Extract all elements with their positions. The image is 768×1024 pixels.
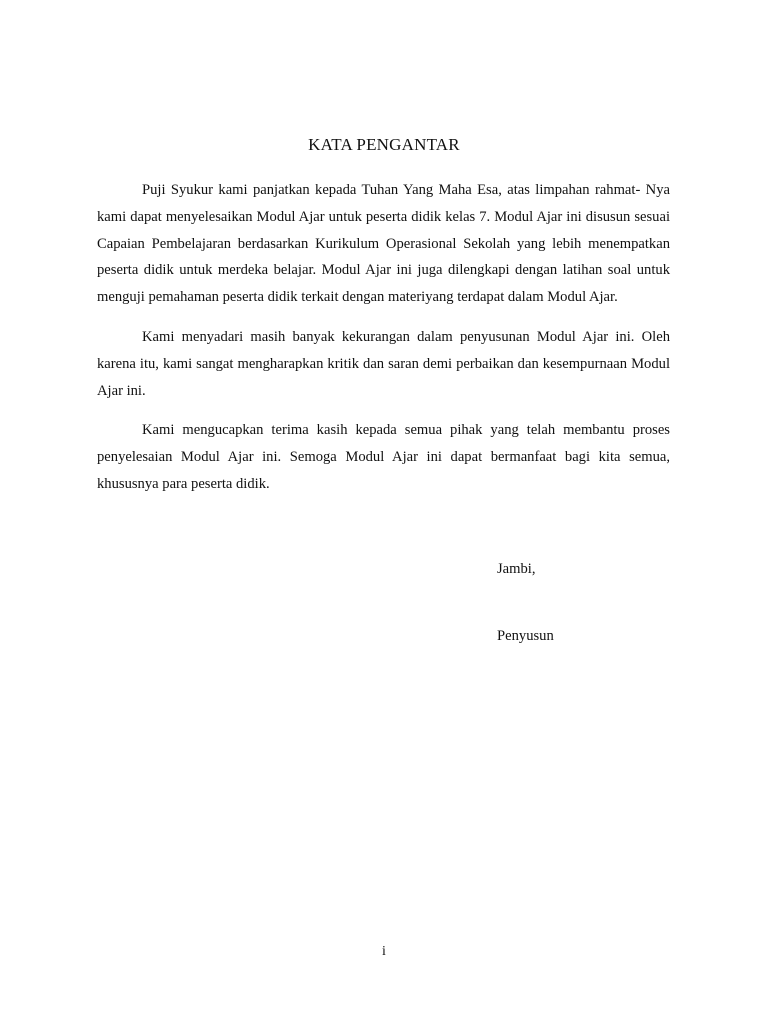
document-title: KATA PENGANTAR <box>308 135 460 154</box>
document-body <box>97 177 670 511</box>
signoff-place: Jambi, <box>497 561 536 577</box>
signoff-signer: Penyusun <box>497 628 554 644</box>
paragraph-1: Puji Syukur kami panjatkan kepada Tuhan Yang Maha Esa, atas limpahan rahmat- Nya kami dapat menyelesaikan Modul Ajar untuk peserta didik kelas 7. Modul Ajar ini disusun sesuai Capaian Pembelajaran berdasarkan Kurikulum Operasional Sekolah yang lebih menempatkan peserta didik untuk merdeka belajar. Modul Ajar ini juga dilengkapi dengan latihan soal untuk menguji pemahaman peserta didik terkait dengan materiyang terdapat dalam Modul Ajar. <box>97 182 670 306</box>
paragraph-2: Kami menyadari masih banyak kekurangan dalam penyusunan Modul Ajar ini. Oleh karena itu, kami sangat mengharapkan kritik dan saran demi perbaikan dan kesempurnaan Modul Ajar ini. <box>97 328 670 399</box>
paragraph-3: Kami mengucapkan terima kasih kepada semua pihak yang telah membantu proses penyelesaian Modul Ajar ini. Semoga Modul Ajar ini dapat bermanfaat bagi kita semua, khususnya para peserta didik. <box>97 422 670 492</box>
page-number: i <box>382 944 386 959</box>
